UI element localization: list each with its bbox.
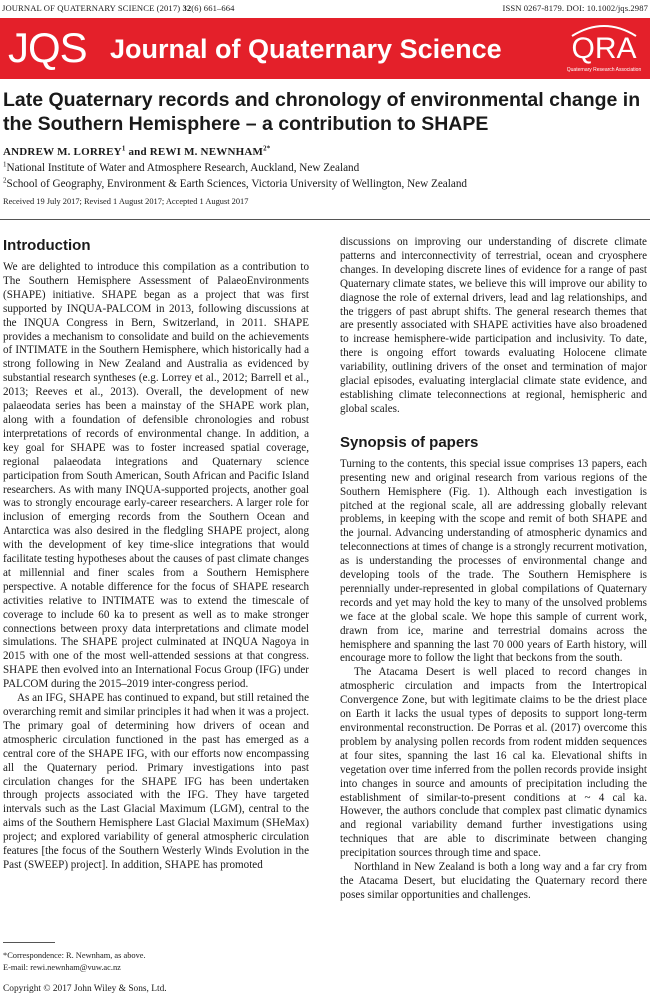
email-note: E-mail: rewi.newnham@vuw.ac.nz — [3, 963, 121, 972]
left-column — [3, 236, 309, 873]
copyright: Copyright © 2017 John Wiley & Sons, Ltd. — [3, 984, 167, 994]
affiliation-1: $^1$National Institute of Water and Atmosphere Research, Auckland, New Zealand — [3, 160, 360, 174]
journal-title: Journal of Quaternary Science — [110, 34, 502, 64]
intro-paragraph-3: discussions on improving our understanding of discrete climate patterns and interconnectivity of terrestrial, ocean and cryosphere changes. In developing discrete lines of evidence for a range of past Quaternary climate states, we believe this will improve our ability to diagnose the role of external drivers, lead and lag relationships, and the triggers of past abrupt shifts. The general research themes that are presently associated with SHAPE activities have also broadened to increase hemisphere-wide participation and inclusivity. To date, there is ongoing effort towards evaluating Holocene climate variability, outlining drivers of the onset and termination of major glacial episodes, evaluating interglacial climate state evidence, and establishing climate teleconnections at regional, hemispheric and global scales. — [340, 236, 647, 415]
issn-doi: ISSN 0267-8179. DOI: 10.1002/jqs.2987 — [502, 3, 648, 13]
intro-paragraph-2: As an IFG, SHAPE has continued to expand, but still retained the overarching remit and similar principles it had when it was a project. The primary goal of determining how drivers of ocean and atmospheric circulation functioned in the past has emerged as a central core of the SHAPE IFG, with our efforts now encompassing all the Quaternary period. Primary investigations into past circulation changes for the SHAPE IFG has been undertaken through projects associated with the IFG. They have targeted intervals such as the Last Glacial Maximum (LGM), central to the aims of the Southern Hemisphere Last Glacial Maximum (SHeMax) project; and explored variability of general atmospheric circulation features [the focus of the Southern Westerly Winds Evolution in the Past (SWEEP) project]. In addition, SHAPE has promoted — [3, 692, 309, 871]
right-column — [340, 236, 647, 903]
journal-banner — [0, 18, 650, 79]
author-newnham: REWI M. NEWNHAM — [149, 146, 264, 158]
jqs-logo: JQS — [8, 24, 87, 71]
footnote-divider — [3, 942, 55, 943]
intro-paragraph-1: We are delighted to introduce this compilation as a contribution to The Southern Hemisphere Assessment of PalaeoEnvironments (SHAPE) initiative. SHAPE began as a project that was first supported by INQUA-PALCOM in 2013, following discussions at the INQUA Congress in Bern, Switzerland, in 2011. SHAPE provides a mechanism to consolidate and build on the achievements of INTIMATE in the Southern Hemisphere, which historically had a strong following in New Zealand and Australia as evidenced by substantial research syntheses (e.g. Lorrey et al., 2012; Barrell et al., 2013; Reeves et al., 2013). Overall, the development of new palaeodata series has been a mainstay of the SHAPE work plan, along with a foundation of defensible chronologies and robust interpretations of records of environmental change. In addition, a key goal for SHAPE was to foster increased spatial coverage, regional palaeodata integrations and Quaternary science participation from South American, South African and Pacific Island researchers. As with many INQUA-supported projects, another goal was to strongly encourage early-career researchers. A larger role for inclusion of emerging records from the Southern Ocean and Antarctica was also desired in the fledgling SHAPE project, along with the development of key time-slice integrations that would facilitate testing hypotheses about the causes of past climate changes at millennial and finer scales from a Southern Hemisphere perspective. A notable difference for the focus of SHAPE research activities relative to INTIMATE was to extend the timescale of coverage to include 60 ka to present as well as to make stronger connections between proxy data interpretations and climate model simulations. The SHAPE project culminated at INQUA Nagoya in 2015 with one of the most well-attended sessions at that congress. SHAPE then evolved into an International Focus Group (IFG) under PALCOM during the 2015–2019 inter-congress period. — [3, 261, 309, 691]
running-header — [2, 2, 648, 14]
synopsis-paragraph-3: Northland in New Zealand is both a long way and a far cry from the Atacama Desert, but elucidating the Quaternary record there poses similar opportunities and challenges. — [340, 861, 647, 901]
synopsis-heading: Synopsis of papers — [340, 433, 479, 451]
header-divider — [0, 219, 650, 220]
synopsis-paragraph-2: The Atacama Desert is well placed to record changes in atmospheric circulation and impacts from the Intertropical Convergence Zone, but with legitimate claims to be the driest place on Earth it lacks the usual types of deposits to support long-term environmental reconstruction. De Porras et al. (2017) overcome this problem by analysing pollen records from rodent midden sequences at four sites, spanning the last 16 cal ka. Elevational shifts in vegetation over time inferred from the pollen records provide insight into changes in source and amounts of precipitation including the establishment of similar-to-present conditions at ~ 4 cal ka. However, the authors conclude that complex past climatic dynamics and regional variability demand further investigations using techniques that are able to discriminate between changing precipitation sources through time and space. — [340, 666, 647, 860]
received-dates: Received 19 July 2017; Revised 1 August 2017; Accepted 1 August 2017 — [3, 197, 249, 206]
author-line: ANDREW M. LORREY$^1$ and REWI M. $NEWNHAM^{2*}$ — [3, 144, 271, 158]
correspondence-note: *Correspondence: R. Newnham, as above. — [3, 951, 146, 960]
affiliation-2: $^2$School of Geography, Environment & Earth Sciences, Victoria University of Wellington, New Zealand — [3, 176, 468, 190]
synopsis-paragraph-1: Turning to the contents, this special issue comprises 13 papers, each presenting new and original research from various regions of the Southern Hemisphere (Fig. 1). Although each investigation is pitched at the regional scale, all are addressing globally relevant problems, in keeping with the scope and remit of both SHAPE and the journal. Advancing understanding of atmospheric dynamics and teleconnections at times of change is a strongly recurrent motivation, as is understanding the processes of environmental change and developing tools of the trade. The Southern Hemisphere is perennially under-represented in global compilations of Quaternary records and yet may hold the key to many of the unsolved problems we face at the global scale. We hope this sample of current work, drawn from ice, marine and terrestrial domains across the hemisphere and spanning the last 70 000 years of Earth history, will encourage more to follow the light that beckons from the south. — [340, 457, 647, 665]
qra-arc-icon — [568, 22, 640, 38]
author-lorrey: ANDREW M. LORREY — [3, 146, 122, 158]
article-title: Late Quaternary records and chronology of environmental change in the Southern Hemisphere – a contribution to SHAPE — [3, 89, 641, 135]
introduction-heading: Introduction — [3, 237, 91, 254]
qra-logo: QRA Quaternary Research Association — [566, 22, 642, 76]
journal-citation: JOURNAL OF QUATERNARY SCIENCE (2017) 32(6) 661–664 — [2, 3, 235, 13]
